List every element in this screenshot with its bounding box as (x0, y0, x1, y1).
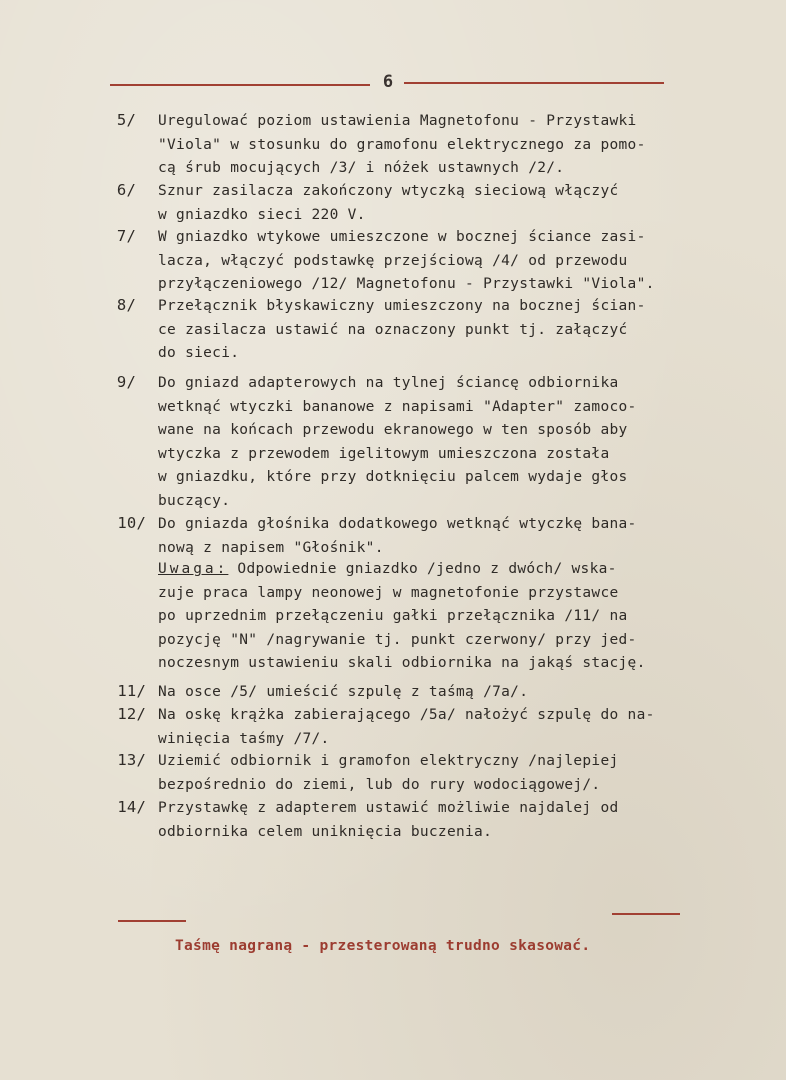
item-text-line: Do gniazd adapterowych na tylnej ściancę odbiornika (158, 375, 619, 391)
item-text-line: wetknąć wtyczki bananowe z napisami "Adapter" zamoco- (158, 398, 637, 415)
item-text-line: w gniazdko sieci 220 V. (158, 206, 366, 223)
item-number: 5/ (116, 111, 136, 129)
item-number: 11/ (117, 682, 146, 700)
item-number: 7/ (116, 227, 136, 245)
item-text-line: W gniazdko wtykowe umieszczone w bocznej ściance zasi- (158, 229, 646, 245)
page-number: 6 (382, 72, 394, 92)
item-number: 14/ (117, 798, 146, 816)
note-text: Odpowiednie gniazdko /jedno z dwóch/ wska- (237, 561, 617, 577)
item-text-line: Przystawkę z adapterem ustawić możliwie najdalej od (158, 800, 619, 816)
item-text-line: przyłączeniowego /12/ Magnetofonu - Przystawki "Viola". (158, 276, 655, 293)
note-text-line: zuje praca lampy neonowej w magnetofonie przystawce (158, 584, 619, 601)
note-text-line: noczesnym ustawieniu skali odbiornika na jakąś stację. (158, 655, 646, 672)
item-number: 13/ (117, 751, 146, 769)
item-text-line: Przełącznik błyskawiczny umieszczony na bocznej ścian- (158, 298, 646, 314)
item-text-line: wane na końcach przewodu ekranowego w ten sposób aby (158, 422, 628, 439)
footer-rule-right (612, 913, 680, 915)
item-text-line: Uziemić odbiornik i gramofon elektryczny /najlepiej (158, 753, 619, 769)
item-number: 8/ (116, 296, 136, 314)
item-text-line: Sznur zasilacza zakończony wtyczką sieciową włączyć (158, 183, 619, 199)
item-text-line: do sieci. (158, 345, 240, 362)
item-text-line: wtyczka z przewodem igelitowym umieszczona została (158, 445, 610, 462)
item-number: 12/ (117, 705, 146, 723)
item-text-line: buczący. (158, 493, 231, 509)
item-text-line: Na oskę krążka zabierającego /5a/ nałożyć szpulę do na- (158, 707, 655, 723)
item-number: 10/ (117, 514, 146, 532)
item-text-line: Do gniazda głośnika dodatkowego wetknąć wtyczkę bana- (158, 516, 637, 532)
item-text-line: bezpośrednio do ziemi, lub do rury wodociągowej/. (158, 776, 601, 793)
header-rule-right (404, 82, 664, 84)
item-text-line: "Viola" w stosunku do gramofonu elektrycznego za pomo- (158, 136, 646, 153)
item-text-line: ce zasilacza ustawić na oznaczony punkt tj. załączyć (158, 321, 628, 338)
note-label: Uwaga: (158, 561, 229, 577)
item-text-line: odbiornika celem uniknięcia buczenia. (158, 823, 493, 840)
item-text-line: cą śrub mocujących /3/ i nóżek ustawnych /2/. (158, 160, 565, 177)
item-text-line: lacza, włączyć podstawkę przejściową /4/ od przewodu (158, 252, 628, 269)
footer-rule-left (118, 920, 186, 922)
item-number: 6/ (116, 181, 136, 199)
header-rule-left (110, 84, 370, 86)
item-text-line: winięcia taśmy /7/. (158, 730, 330, 747)
footer-warning: Taśmę nagraną - przesterowaną trudno skasować. (175, 938, 591, 954)
item-text-line: Uregulować poziom ustawienia Magnetofonu - Przystawki (158, 113, 637, 129)
item-text-line: Na osce /5/ umieścić szpulę z taśmą /7a/. (158, 684, 529, 700)
note-text-line: po uprzednim przełączeniu gałki przełącznika /11/ na (158, 608, 628, 625)
note-text-line: pozycję "N" /nagrywanie tj. punkt czerwony/ przy jed- (158, 631, 637, 648)
item-text-line: nową z napisem "Głośnik". (158, 539, 384, 556)
item-number: 9/ (116, 373, 136, 391)
item-text-line: w gniazdku, które przy dotknięciu palcem wydaje głos (158, 469, 628, 486)
note-first-line (158, 561, 698, 577)
